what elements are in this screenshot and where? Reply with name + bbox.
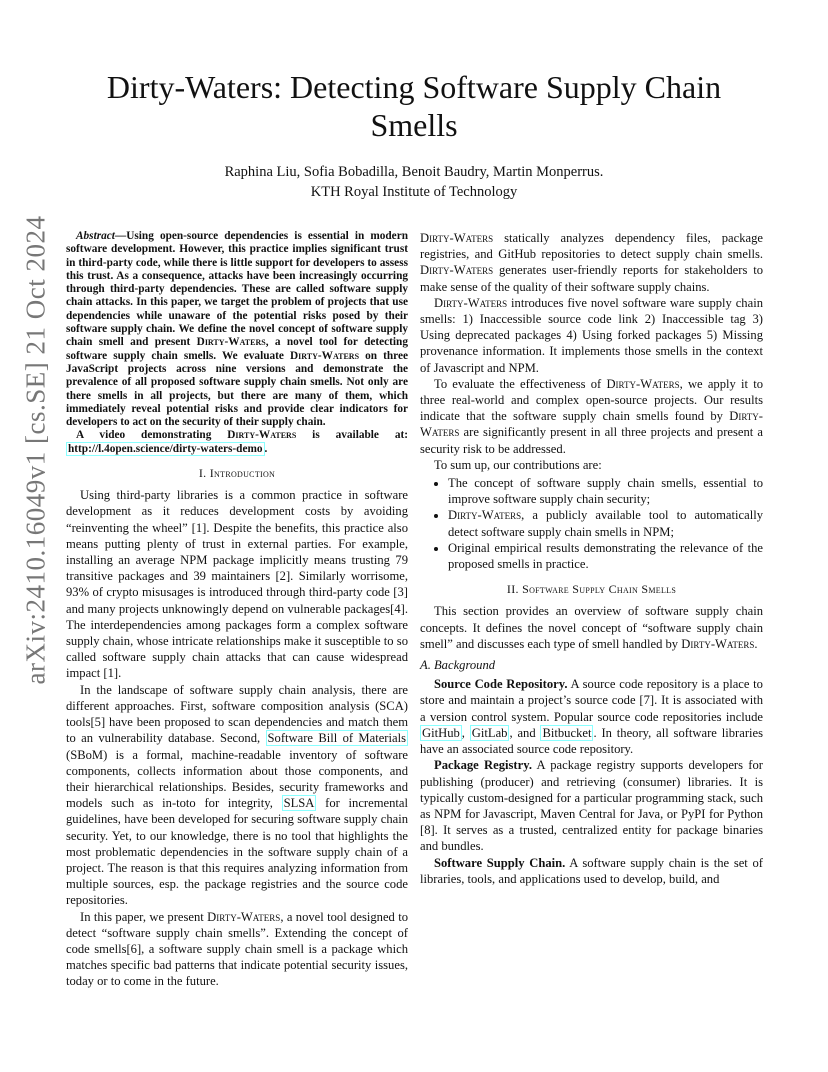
arxiv-sidebar [6, 130, 66, 770]
list-item: • Original empirical results demonstrating the relevance of the proposed smells in practice. [448, 540, 763, 572]
right-column [420, 230, 763, 887]
bitbucket-link[interactable]: Bitbucket [542, 725, 592, 740]
background-heading: A. Background [420, 658, 496, 673]
video-link[interactable]: http://l.4open.science/dirty-waters-demo [68, 442, 263, 455]
intro-paragraph-5: To evaluate the effectiveness of Dirty-Waters, we apply it to three real-world and complex open-source projects. Our results indicate that the software supply chain smells found by Dirty-Waters are significantly present in all three projects and present a security risk to be addressed. [420, 376, 764, 456]
video-note: A video demonstrating Dirty-Waters is available at: http://l.4open.science/dirty-waters-demo . [68, 429, 408, 455]
sbom-link[interactable]: Software Bill of Materials [267, 731, 406, 746]
repo-paragraph: Source Code Repository. A source code repository is a place to store and maintain a project’s source code [7]. It is associated with a version control system. Popular source code repositories include GitHub , GitLab , and Bitbucket . In theory, all software libraries have an associated source code repository. [420, 677, 764, 757]
intro-paragraph-1: Using third-party libraries is a common practice in software development as it reduces development costs by avoiding “reinventing the wheel” [1]. Despite the benefits, this practice also means putting plenty of trust in external parties. For example, installing an average NPM package implicitly means trusting 79 transitive packages and 39 maintainers [2]. Similarly worrisome, 93% of crypto misusages is introduced through third-party code [3] and many projects unknowingly depend on vulnerable packages[4]. The interdependencies among packages form a complex software supply chain, whose intricate relationships make it susceptible to so called software supply chain attacks that can cause widespread impact [1]. [66, 488, 408, 681]
slsa-link[interactable]: SLSA [283, 796, 315, 811]
abstract-label: Abstract [76, 230, 115, 242]
gitlab-link[interactable]: GitLab [471, 725, 508, 740]
smells-heading: II. Software Supply Chain Smells [506, 582, 677, 597]
intro-heading: I. Introduction [198, 466, 276, 481]
arxiv-id: arXiv:2410.16049v1 [cs.SE] 21 Oct 2024 [20, 215, 51, 685]
intro-paragraph-2: In the landscape of software supply chain analysis, there are different approaches. First, software composition analysis (SCA) tools[5] have been proposed to scan dependencies and match them to an vulnerability database. Second, Software Bill of Materials (SBoM) is a formal, machine-readable inventory of software components, collects information about those components, and their hierarchical relationships. Besides, security frameworks and models such as in-toto for integrity, SLSA for incremental guidelines, have been developed for securing software supply chain security. Yet, to our knowledge, there is no tool that highlights the most problematic dependencies in the software supply chain of a project. The reason is that this requires analyzing information from multiple sources, esp. the package registries and the source code repositories. [66, 682, 408, 908]
list-item: • Dirty-Waters, a publicly available tool to automatically detect software supply chain smells in NPM; [448, 507, 763, 539]
intro-paragraph-3-tail: Dirty-Waters statically analyzes dependency files, package registries, and GitHub repositories to detect supply chain smells. Dirty-Waters generates user-friendly reports for stakeholders to make sense of the quality of their software supply chains. [420, 231, 763, 294]
registry-paragraph: Package Registry. A package registry supports developers for publishing (producer) and retrieving (consumer) libraries. It is typically custom-designed for a particular programming stack, such as NPM for Javascript, Maven Central for Java, or PyPI for Python [8]. It serves as a trusted, centralized entity for package binaries and bundles. [420, 758, 763, 854]
paper-title: Dirty-Waters: Detecting Software Supply Chain Smells [106, 69, 722, 143]
intro-paragraph-3-start: In this paper, we present Dirty-Waters, a novel tool designed to detect “software supply chain smells”. Extending the concept of code smells[6], a software supply chain smell is a package which matches specific bad patterns that indicate potential security issues, today or to come in the future. [66, 909, 408, 989]
contributions-list [420, 475, 763, 572]
affiliation: KTH Royal Institute of Technology [310, 184, 518, 200]
left-column [66, 230, 408, 990]
author-block [60, 162, 768, 202]
authors: Raphina Liu, Sofia Bobadilla, Benoit Baudry, Martin Monperrus. [224, 164, 604, 180]
contributions-intro: To sum up, our contributions are: [434, 457, 602, 472]
list-item: • The concept of software supply chain smells, essential to improve software supply chain security; [448, 475, 763, 507]
supply-chain-paragraph: Software Supply Chain. A software supply chain is the set of libraries, tools, and applications used to develop, build, and [420, 855, 763, 886]
github-link[interactable]: GitHub [422, 725, 460, 740]
intro-paragraph-4: Dirty-Waters introduces five novel software ware supply chain smells: 1) Inaccessible source code link 2) Inaccessible tag 3) Using deprecated packages 4) Using forked packages 5) Missing provenance information. It implements those smells in the context of Javascript and NPM. [420, 295, 763, 375]
smells-intro: This section provides an overview of software supply chain concepts. It defines the novel concept of “software supply chain smell” and discusses each type of smell handled by Dirty-Waters. [420, 604, 763, 651]
abstract: Abstract—Using open-source dependencies is essential in modern software development. However, this practice implies significant trust in third-party code, while there is little support for developers to assess this trust. As a consequence, attacks have been increasingly occurring through third-party dependencies. These are called software supply chain attacks. In this paper, we target the problem of projects that use dependencies while unaware of the potential risks posed by their software supply chain. We define the novel concept of software supply chain smell and present Dirty-Waters, a novel tool for detecting software supply chain smells. We evaluate Dirty-Waters on three JavaScript projects across nine versions and demonstrate the prevalence of all proposed software supply chain smells. Not only are there smells in all projects, but there are many of them, which immediately reveal potential risks and provide clear indicators for developers to act on the security of their supply chain. [66, 230, 408, 429]
